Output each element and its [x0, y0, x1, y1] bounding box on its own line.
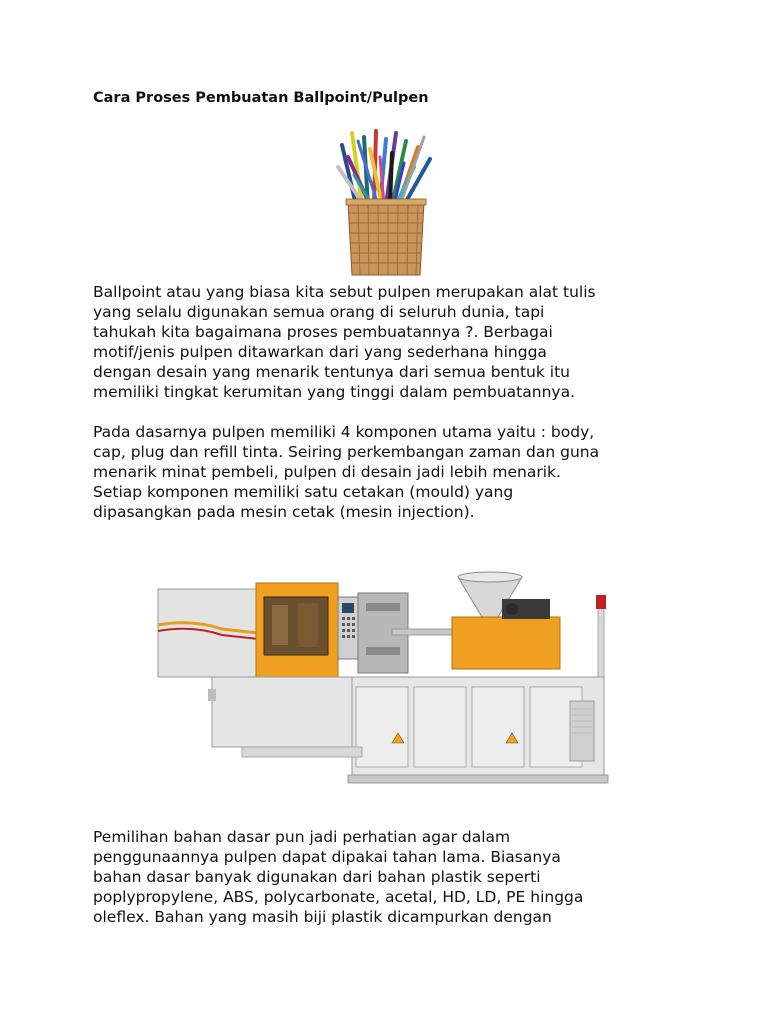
paragraph-line: Setiap komponen memiliki satu cetakan (mould) yang — [93, 483, 514, 501]
paragraph-line: poplypropylene, ABS, polycarbonate, acetal, HD, LD, PE hingga — [93, 888, 584, 906]
paragraph-line: dipasangkan pada mesin cetak (mesin injection). — [93, 503, 475, 521]
paragraph-materials — [93, 827, 693, 927]
paragraph-line: motif/jenis pulpen ditawarkan dari yang sederhana hingga — [93, 343, 547, 361]
paragraph-intro — [93, 282, 693, 402]
document-title: Cara Proses Pembuatan Ballpoint/Pulpen — [93, 90, 429, 106]
paragraph-line: Ballpoint atau yang biasa kita sebut pulpen merupakan alat tulis — [93, 283, 596, 301]
paragraph-line: cap, plug dan refill tinta. Seiring perkembangan zaman dan guna — [93, 443, 600, 461]
paragraph-line: dengan desain yang menarik tentunya dari semua bentuk itu — [93, 363, 570, 381]
paragraph-line: penggunaannya pulpen dapat dipakai tahan lama. Biasanya — [93, 848, 561, 866]
paragraph-line: bahan dasar banyak digunakan dari bahan plastik seperti — [93, 868, 541, 886]
injection-machine-image — [152, 537, 618, 805]
paragraph-line: tahukah kita bagaimana proses pembuatannya ?. Berbagai — [93, 323, 553, 341]
paragraph-line: memiliki tingkat kerumitan yang tinggi dalam pembuatannya. — [93, 383, 576, 401]
paragraph-line: menarik minat pembeli, pulpen di desain jadi lebih menarik. — [93, 463, 561, 481]
paragraph-line: yang selalu digunakan semua orang di seluruh dunia, tapi — [93, 303, 545, 321]
paragraph-line: oleflex. Bahan yang masih biji plastik dicampurkan dengan — [93, 908, 552, 926]
paragraph-components — [93, 422, 693, 522]
pens-basket-image — [334, 127, 438, 277]
paragraph-line: Pemilihan bahan dasar pun jadi perhatian agar dalam — [93, 828, 511, 846]
paragraph-line: Pada dasarnya pulpen memiliki 4 komponen utama yaitu : body, — [93, 423, 595, 441]
